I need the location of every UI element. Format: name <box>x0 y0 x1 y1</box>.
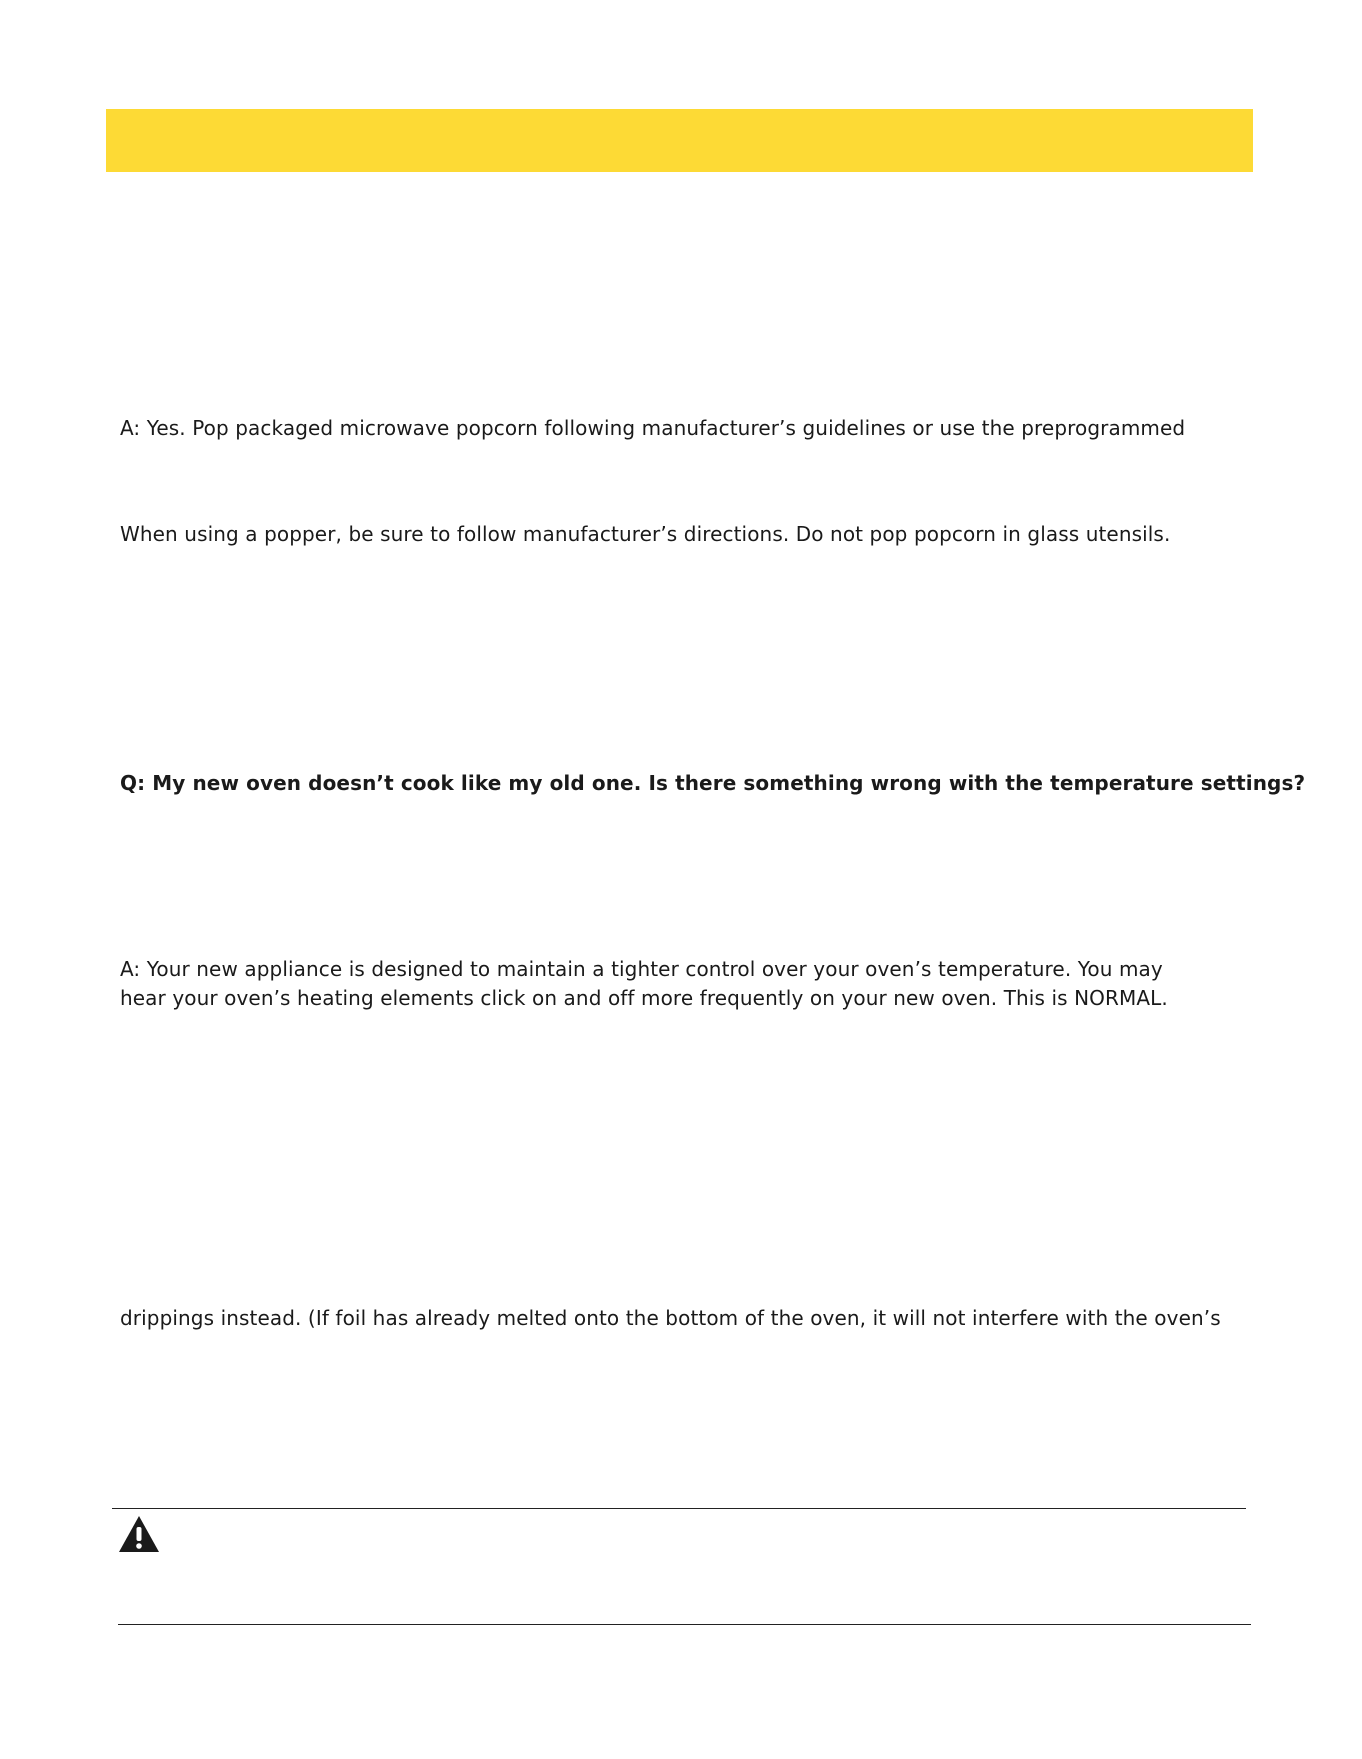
oven-answer-line-2: hear your oven’s heating elements click on and off more frequently on your new oven. This is NORMAL. <box>120 986 1168 1010</box>
popcorn-answer-line-1: A: Yes. Pop packaged microwave popcorn following manufacturer’s guidelines or use the preprogrammed <box>120 416 1186 440</box>
oven-answer-line-1: A: Your new appliance is designed to maintain a tighter control over your oven’s temperature. You may <box>120 957 1163 981</box>
warning-top-rule <box>112 1508 1246 1509</box>
foil-answer-line: drippings instead. (If foil has already melted onto the bottom of the oven, it will not interfere with the oven’s <box>120 1306 1221 1330</box>
header-band <box>106 109 1253 172</box>
oven-question: Q: My new oven doesn’t cook like my old one. Is there something wrong with the temperature settings? <box>120 771 1306 795</box>
popcorn-answer-line-2: When using a popper, be sure to follow manufacturer’s directions. Do not pop popcorn in glass utensils. <box>120 522 1171 546</box>
warning-bottom-rule <box>118 1624 1251 1625</box>
warning-triangle-icon <box>118 1515 160 1553</box>
